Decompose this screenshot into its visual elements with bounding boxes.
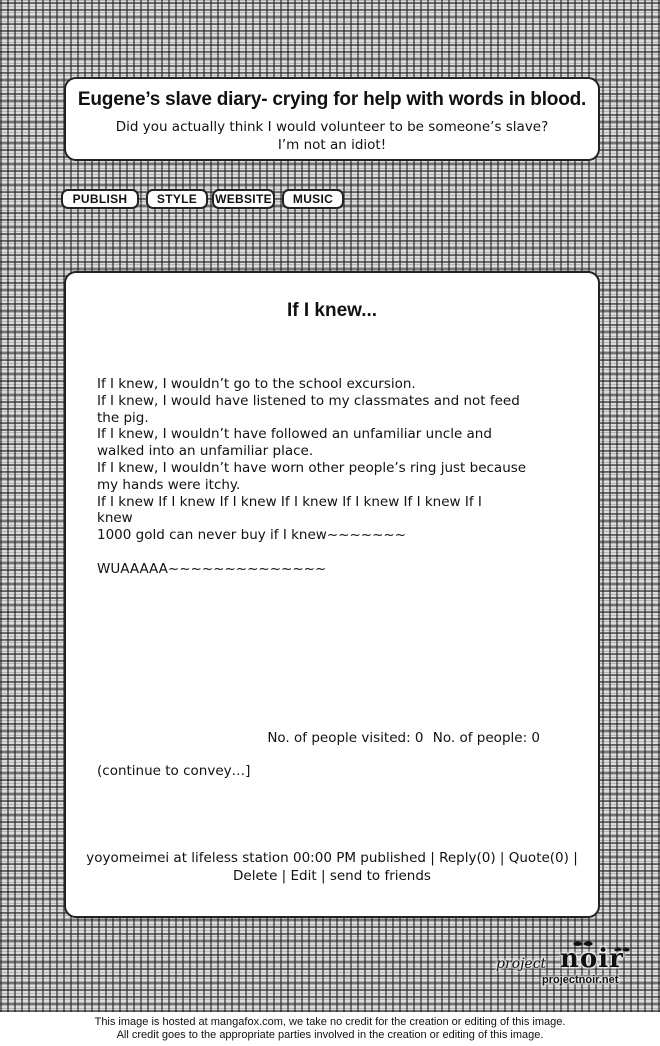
style-button[interactable]: STYLE (146, 189, 208, 209)
post-body (97, 376, 565, 578)
post-title: If I knew... (286, 300, 378, 321)
separator: | (320, 868, 326, 884)
published-info: yoyomeimei at lifeless station 00:00 PM published | (86, 850, 435, 866)
post-line: If I knew, I wouldn’t have followed an unfamiliar uncle and (97, 426, 492, 443)
logo-noir-text: noir (560, 944, 624, 974)
post-panel (64, 271, 600, 918)
send-to-friends-link[interactable]: send to friends (329, 868, 431, 884)
continue-link[interactable]: (continue to convey…] (97, 763, 251, 779)
post-line: WUAAAAA~~~~~~~~~~~~~~ (97, 560, 327, 577)
credits-line-2: All credit goes to the appropriate parties involved in the creation or editing of this image. (116, 1029, 544, 1041)
post-line: knew (97, 510, 133, 527)
blog-header-panel (64, 77, 600, 161)
post-footer (86, 849, 578, 885)
separator: | (499, 850, 505, 866)
website-button[interactable]: WEBSITE (212, 189, 275, 209)
credits-line-1: This image is hosted at mangafox.com, we take no credit for the creation or editing of this image. (94, 1016, 566, 1028)
blog-subtitle-line-2: I’m not an idiot! (277, 137, 387, 153)
visited-count: No. of people visited: 0 (267, 730, 424, 746)
reply-link[interactable]: Reply(0) (439, 850, 496, 866)
visit-stats (262, 730, 540, 746)
logo-url: projectnoir.net (542, 974, 619, 986)
separator: | (281, 868, 287, 884)
post-line: If I knew, I wouldn’t go to the school excursion. (97, 376, 416, 392)
blog-subtitle-line-1: Did you actually think I would volunteer to be someone’s slave? (115, 119, 549, 135)
delete-link[interactable]: Delete (233, 868, 278, 884)
separator: | (573, 850, 578, 866)
logo-project-text: project (496, 956, 547, 972)
post-line: the pig. (97, 409, 149, 426)
blog-subtitle (66, 118, 598, 154)
blog-title: Eugene’s slave diary- crying for help with words in blood. (77, 89, 587, 110)
post-line: If I knew, I wouldn’t have worn other people’s ring just because (97, 459, 527, 476)
post-line: If I knew, I would have listened to my classmates and not feed (97, 392, 520, 409)
post-line: walked into an unfamiliar place. (97, 443, 314, 460)
music-button[interactable]: MUSIC (282, 189, 344, 209)
quote-link[interactable]: Quote(0) (508, 850, 569, 866)
post-line: If I knew If I knew If I knew If I knew If I knew If I knew If I (97, 493, 482, 510)
hosting-credits (0, 1016, 660, 1042)
project-noir-logo (490, 938, 640, 994)
edit-link[interactable]: Edit (290, 868, 317, 884)
post-line: 1000 gold can never buy if I knew~~~~~~~ (97, 527, 407, 544)
people-count: No. of people: 0 (432, 730, 540, 746)
post-line: my hands were itchy. (97, 476, 241, 493)
publish-button[interactable]: PUBLISH (61, 189, 139, 209)
post-line (97, 544, 565, 561)
